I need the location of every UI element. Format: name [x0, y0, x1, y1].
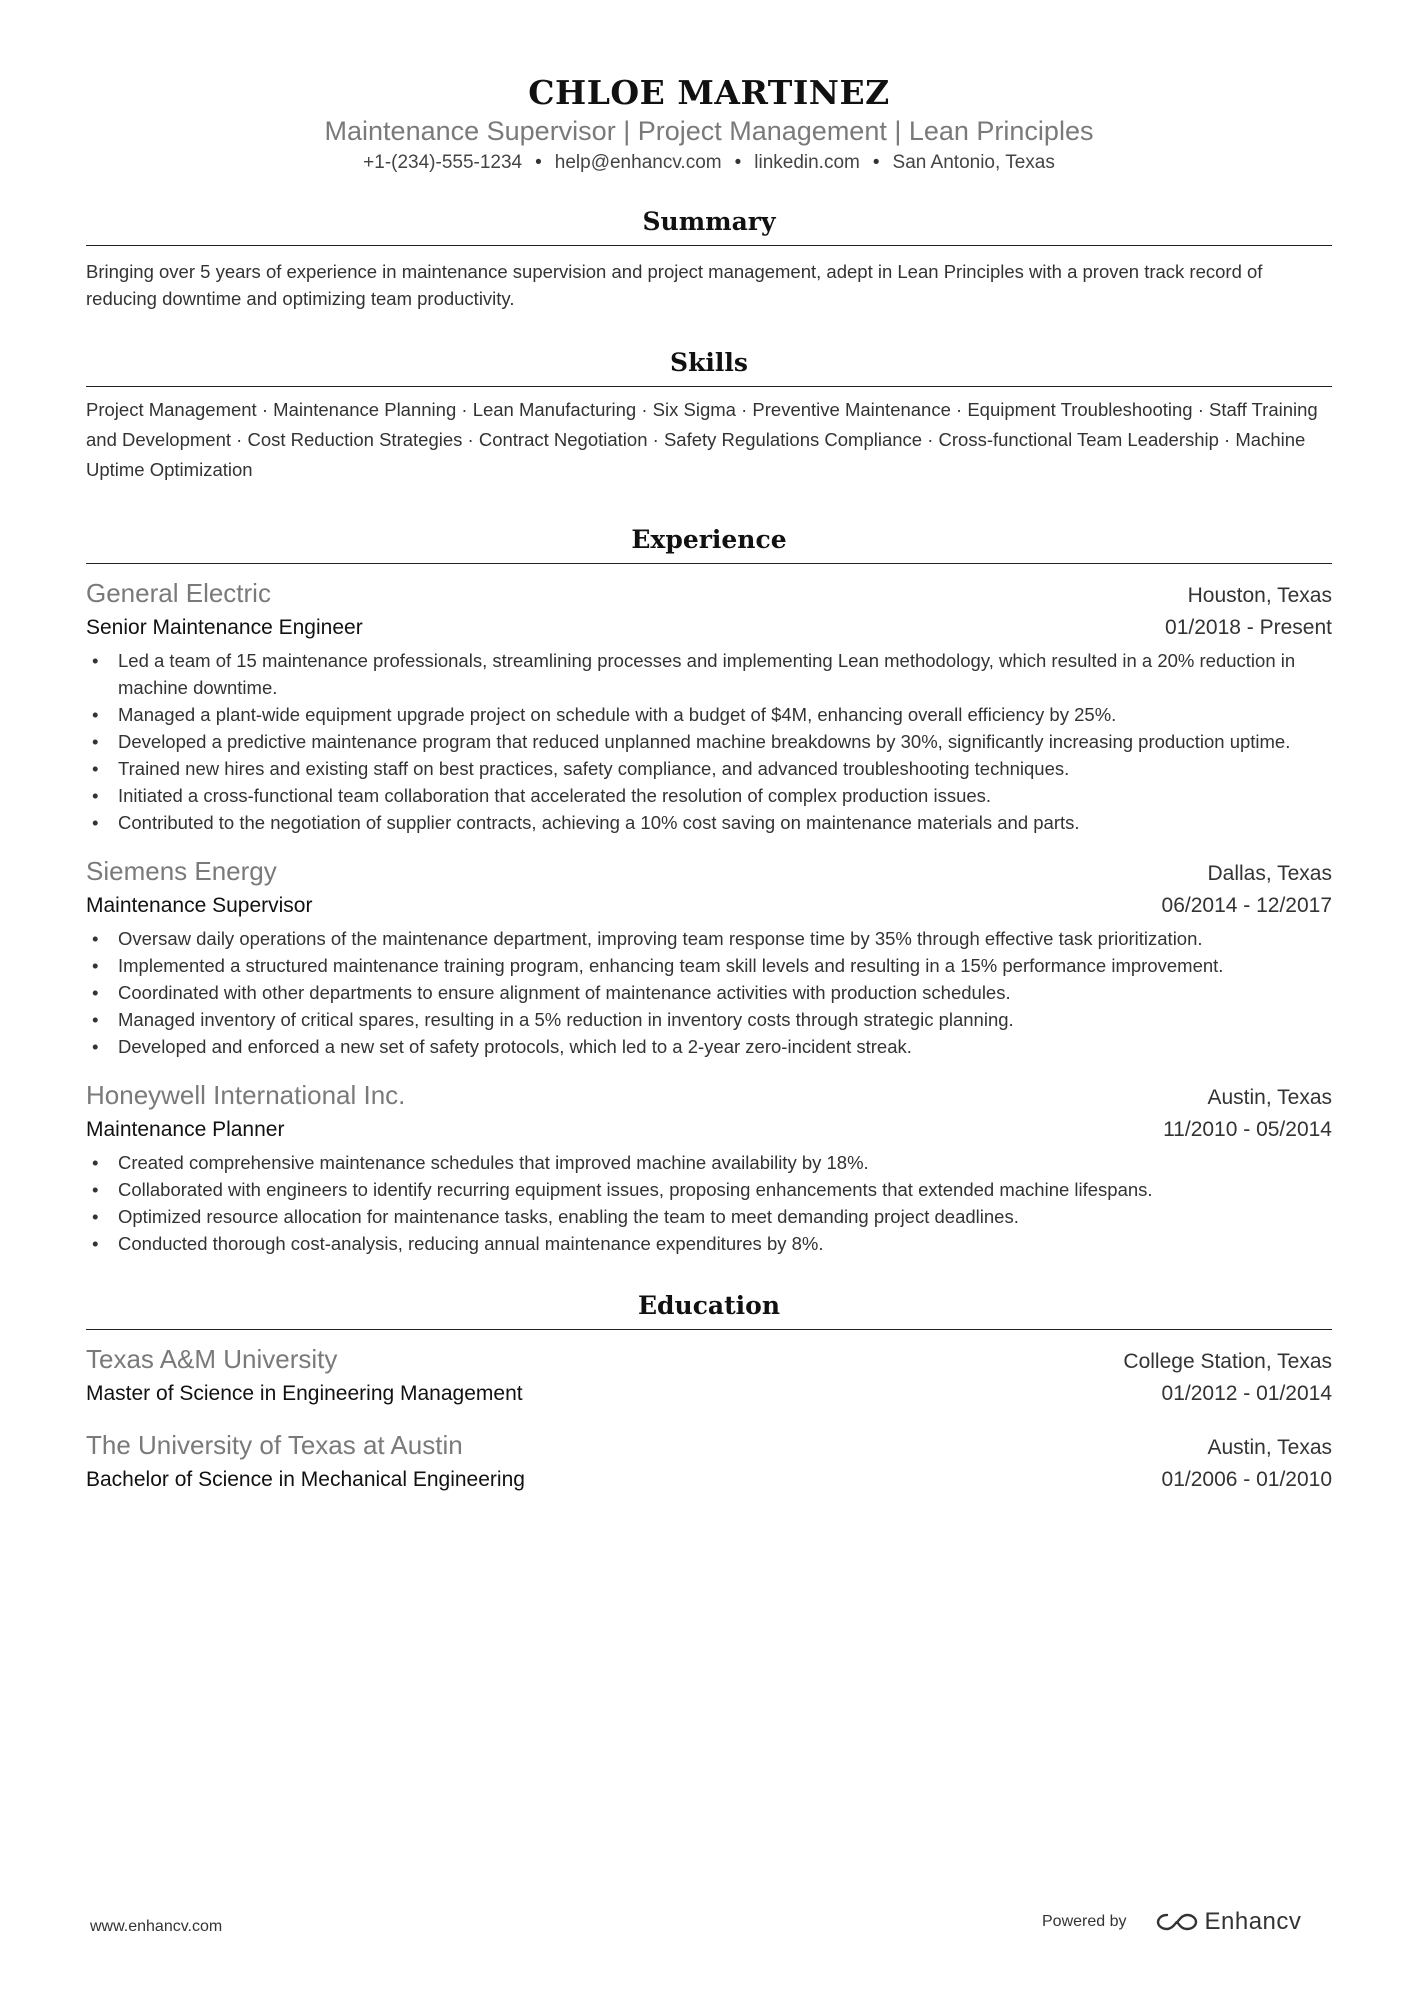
entry-subheader-row — [86, 889, 1332, 922]
achievement-item: • Optimized resource allocation for maintenance tasks, enabling the team to meet demanding project deadlines. — [118, 1203, 1332, 1230]
achievement-list — [86, 925, 1332, 1060]
brand-name: Enhancv — [1204, 1908, 1302, 1935]
skill-item: Lean Manufacturing — [472, 399, 637, 420]
company-name: General Electric — [86, 578, 271, 608]
skill-separator: · — [231, 429, 248, 450]
education-dates: 01/2006 - 01/2010 — [1161, 1468, 1332, 1491]
skill-item: Safety Regulations Compliance — [663, 429, 923, 450]
resume-page — [86, 72, 1332, 1496]
section-title-experience: Experience — [86, 523, 1332, 564]
school-location: College Station, Texas — [1123, 1350, 1332, 1373]
phone: +1-(234)-555-1234 — [363, 152, 523, 173]
candidate-name: CHLOE MARTINEZ — [528, 73, 890, 112]
infinity-logo-icon — [1155, 1911, 1199, 1933]
entry-subheader-row — [86, 1113, 1332, 1146]
company-name: Siemens Energy — [86, 856, 277, 886]
location: San Antonio, Texas — [892, 152, 1055, 173]
skill-separator: · — [462, 429, 479, 450]
experience-entry — [86, 1078, 1332, 1257]
section-title-summary: Summary — [86, 205, 1332, 246]
achievement-item: • Coordinated with other departments to ensure alignment of maintenance activities with production schedules. — [118, 979, 1332, 1006]
job-dates: 06/2014 - 12/2017 — [1161, 894, 1332, 917]
education-entry — [86, 1342, 1332, 1410]
skill-separator: · — [735, 399, 753, 420]
entry-header-row — [86, 1342, 1332, 1377]
achievement-item: • Created comprehensive maintenance schedules that improved machine availability by 18%. — [118, 1149, 1332, 1176]
skill-item: Contract Negotiation — [478, 429, 648, 450]
achievement-item: • Developed and enforced a new set of safety protocols, which led to a 2-year zero-incident streak. — [118, 1033, 1332, 1060]
skill-item: Machine Uptime Optimization — [86, 429, 1306, 480]
job-location: Dallas, Texas — [1207, 862, 1332, 885]
job-title: Maintenance Planner — [86, 1118, 285, 1141]
skill-separator: · — [647, 429, 664, 450]
bullet-separator: • — [535, 152, 542, 173]
bullet-separator: • — [872, 152, 880, 173]
achievement-item: • Developed a predictive maintenance program that reduced unplanned machine breakdowns by 30%, significantly increasing production uptime. — [118, 728, 1332, 755]
company-name: Honeywell International Inc. — [86, 1080, 406, 1110]
experience-entry — [86, 576, 1332, 836]
skill-separator: · — [950, 399, 968, 420]
skill-item: Staff Training and Development — [86, 399, 1318, 450]
skills-list — [86, 395, 1332, 485]
contact-line — [86, 150, 1332, 176]
entry-subheader-row — [86, 1377, 1332, 1410]
experience-list — [86, 576, 1332, 1257]
skill-item: Six Sigma — [652, 399, 736, 420]
skill-separator: · — [1218, 429, 1236, 450]
achievement-item: • Oversaw daily operations of the maintenance department, improving team response time by 35% through effective task prioritization. — [118, 925, 1332, 952]
skill-separator: · — [922, 429, 939, 450]
powered-by-label: Powered by — [1042, 1913, 1127, 1930]
entry-subheader-row — [86, 611, 1332, 644]
entry-header-row — [86, 854, 1332, 889]
achievement-item: • Trained new hires and existing staff on best practices, safety compliance, and advanced troubleshooting techniques. — [118, 755, 1332, 782]
job-location: Austin, Texas — [1207, 1086, 1332, 1109]
skill-item: Preventive Maintenance — [752, 399, 951, 420]
skill-item: Cross-functional Team Leadership — [938, 429, 1219, 450]
entry-header-row — [86, 576, 1332, 611]
skill-separator: · — [256, 399, 274, 420]
achievement-item: • Managed inventory of critical spares, resulting in a 5% reduction in inventory costs through strategic planning. — [118, 1006, 1332, 1033]
achievement-item: • Collaborated with engineers to identify recurring equipment issues, proposing enhancements that extended machine lifespans. — [118, 1176, 1332, 1203]
achievement-item: • Led a team of 15 maintenance professionals, streamlining processes and implementing Lean methodology, which resulted in a 20% reduction in machine downtime. — [118, 647, 1332, 701]
achievement-list — [86, 647, 1332, 836]
education-entry — [86, 1428, 1332, 1496]
job-dates: 11/2010 - 05/2014 — [1163, 1118, 1332, 1141]
headline: Maintenance Supervisor | Project Management | Lean Principles — [324, 116, 1094, 146]
email-link[interactable]: help@enhancv.com — [554, 152, 722, 173]
school-location: Austin, Texas — [1207, 1436, 1332, 1459]
achievement-item: • Contributed to the negotiation of supplier contracts, achieving a 10% cost saving on maintenance materials and parts. — [118, 809, 1332, 836]
education-dates: 01/2012 - 01/2014 — [1161, 1382, 1332, 1405]
skill-item: Equipment Troubleshooting — [967, 399, 1193, 420]
entry-subheader-row — [86, 1463, 1332, 1496]
achievement-list — [86, 1149, 1332, 1257]
footer-website-link[interactable]: www.enhancv.com — [90, 1918, 223, 1935]
bullet-separator: • — [734, 152, 742, 173]
brand-logo[interactable] — [1155, 1908, 1302, 1936]
skill-separator: · — [1192, 399, 1210, 420]
entry-header-row — [86, 1078, 1332, 1113]
footer-branding — [1042, 1908, 1301, 1936]
skill-item: Maintenance Planning — [273, 399, 457, 420]
section-title-education: Education — [86, 1289, 1332, 1330]
job-title: Maintenance Supervisor — [86, 894, 313, 917]
summary-text: Bringing over 5 years of experience in maintenance supervision and project management, adept in Lean Principles with a proven track record of reducing downtime and optimizing team productivity. — [86, 261, 1263, 309]
skill-item: Cost Reduction Strategies — [247, 429, 463, 450]
education-list — [86, 1342, 1332, 1496]
skill-item: Project Management — [86, 399, 257, 420]
section-title-skills: Skills — [86, 346, 1332, 387]
skill-separator: · — [636, 399, 653, 420]
achievement-item: • Implemented a structured maintenance training program, enhancing team skill levels and resulting in a 15% performance improvement. — [118, 952, 1332, 979]
skill-separator: · — [456, 399, 473, 420]
experience-entry — [86, 854, 1332, 1060]
school-name: The University of Texas at Austin — [86, 1430, 463, 1460]
entry-header-row — [86, 1428, 1332, 1463]
job-location: Houston, Texas — [1187, 584, 1332, 607]
achievement-item: • Managed a plant-wide equipment upgrade project on schedule with a budget of $4M, enhancing overall efficiency by 25%. — [118, 701, 1332, 728]
achievement-item: • Conducted thorough cost-analysis, reducing annual maintenance expenditures by 8%. — [118, 1230, 1332, 1257]
school-name: Texas A&M University — [86, 1344, 338, 1374]
linkedin-link[interactable]: linkedin.com — [754, 152, 860, 173]
degree: Bachelor of Science in Mechanical Engineering — [86, 1468, 525, 1491]
job-dates: 01/2018 - Present — [1165, 616, 1332, 639]
achievement-item: • Initiated a cross-functional team collaboration that accelerated the resolution of complex production issues. — [118, 782, 1332, 809]
degree: Master of Science in Engineering Management — [86, 1382, 523, 1405]
job-title: Senior Maintenance Engineer — [86, 616, 363, 639]
